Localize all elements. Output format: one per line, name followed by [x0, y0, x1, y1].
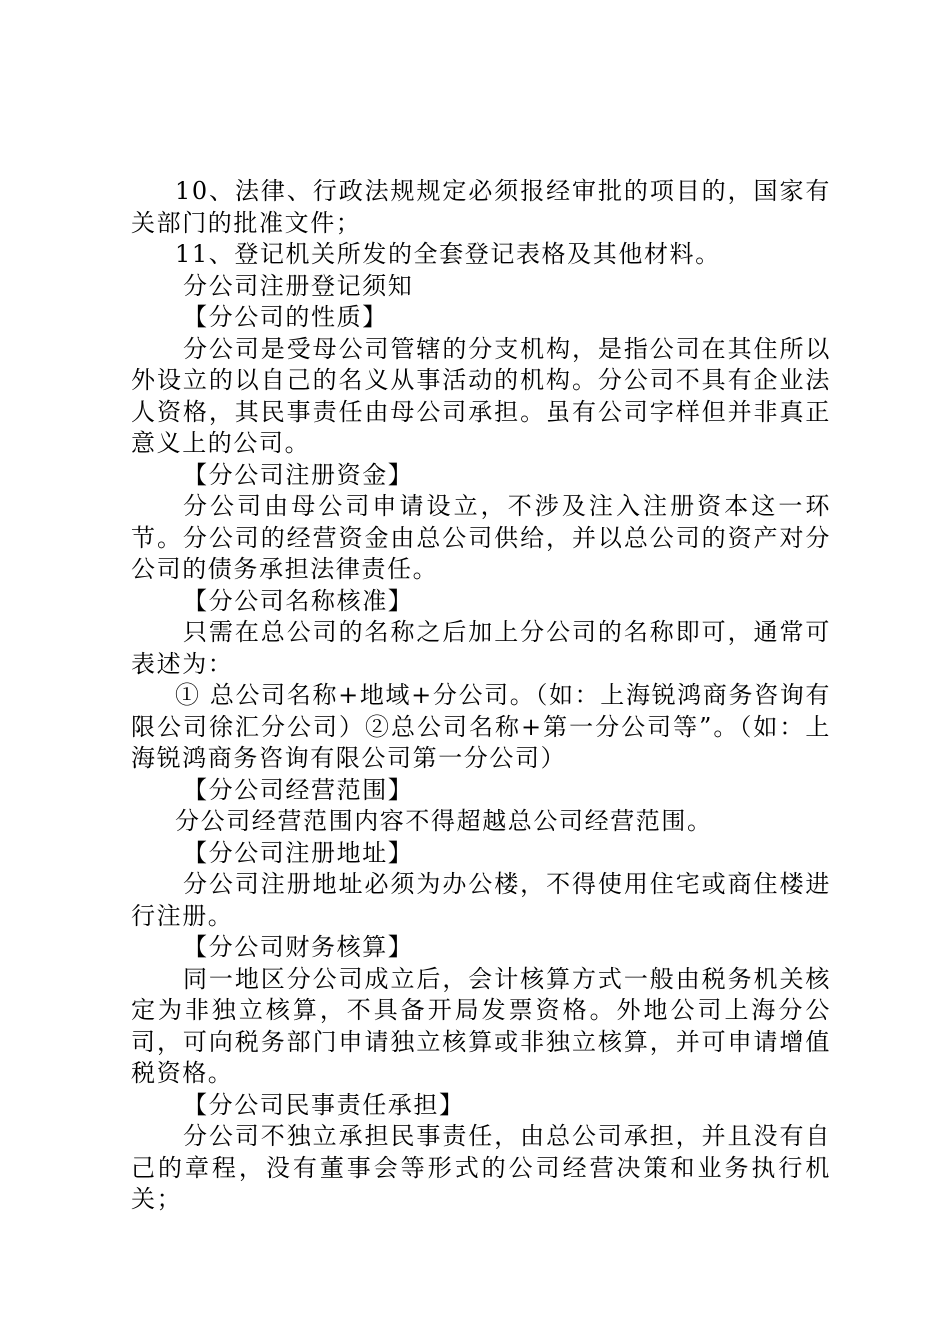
paragraph-name-approval: 只需在总公司的名称之后加上分公司的名称即可，通常可表述为： — [131, 618, 831, 678]
paragraph-item-11: 11、登记机关所发的全套登记表格及其他材料。 — [175, 240, 721, 268]
paragraph-business-scope: 分公司经营范围内容不得超越总公司经营范围。 — [175, 807, 713, 835]
heading-registered-address: 【分公司注册地址】 — [183, 838, 414, 867]
paragraph-registered-address: 分公司注册地址必须为办公楼，不得使用住宅或商住楼进行注册。 — [131, 870, 831, 930]
paragraph-civil-liability: 分公司不独立承担民事责任，由总公司承担，并且没有自己的章程，没有董事会等形式的公司经营决策和业务执行机关； — [131, 1122, 831, 1213]
heading-nature: 【分公司的性质】 — [183, 303, 388, 331]
paragraph-nature: 分公司是受母公司管辖的分支机构，是指公司在其住所以外设立的以自己的名义从事活动的机构。分公司不具有企业法人资格，其民事责任由母公司承担。虽有公司字样但并非真正意义上的公司。 — [131, 334, 831, 457]
heading-accounting: 【分公司财务核算】 — [183, 933, 414, 961]
paragraph-registered-capital: 分公司由母公司申请设立，不涉及注入注册资本这一环节。分公司的经营资金由总公司供给，并以总公司的资产对分公司的债务承担法律责任。 — [131, 492, 831, 583]
heading-registered-capital: 【分公司注册资金】 — [183, 460, 414, 489]
document-body — [131, 176, 831, 1216]
heading-business-scope: 【分公司经营范围】 — [183, 775, 414, 804]
paragraph-item-10: 10、法律、行政法规规定必须报经审批的项目的，国家有关部门的批准文件； — [131, 177, 831, 237]
paragraph-accounting: 同一地区分公司成立后，会计核算方式一般由税务机关核定为非独立核算，不具备开局发票资格。外地公司上海分公司，可向税务部门申请独立核算或非独立核算，并可申请增值税资格。 — [131, 964, 831, 1087]
paragraph-name-examples: ① 总公司名称+地域+分公司。（如：上海锐鸿商务咨询有限公司徐汇分公司）②总公司名称+第一分公司等”。（如：上海锐鸿商务咨询有限公司第一分公司） — [131, 681, 831, 772]
section-title: 分公司注册登记须知 — [183, 271, 414, 300]
heading-civil-liability: 【分公司民事责任承担】 — [183, 1090, 465, 1119]
heading-name-approval: 【分公司名称核准】 — [183, 586, 414, 615]
